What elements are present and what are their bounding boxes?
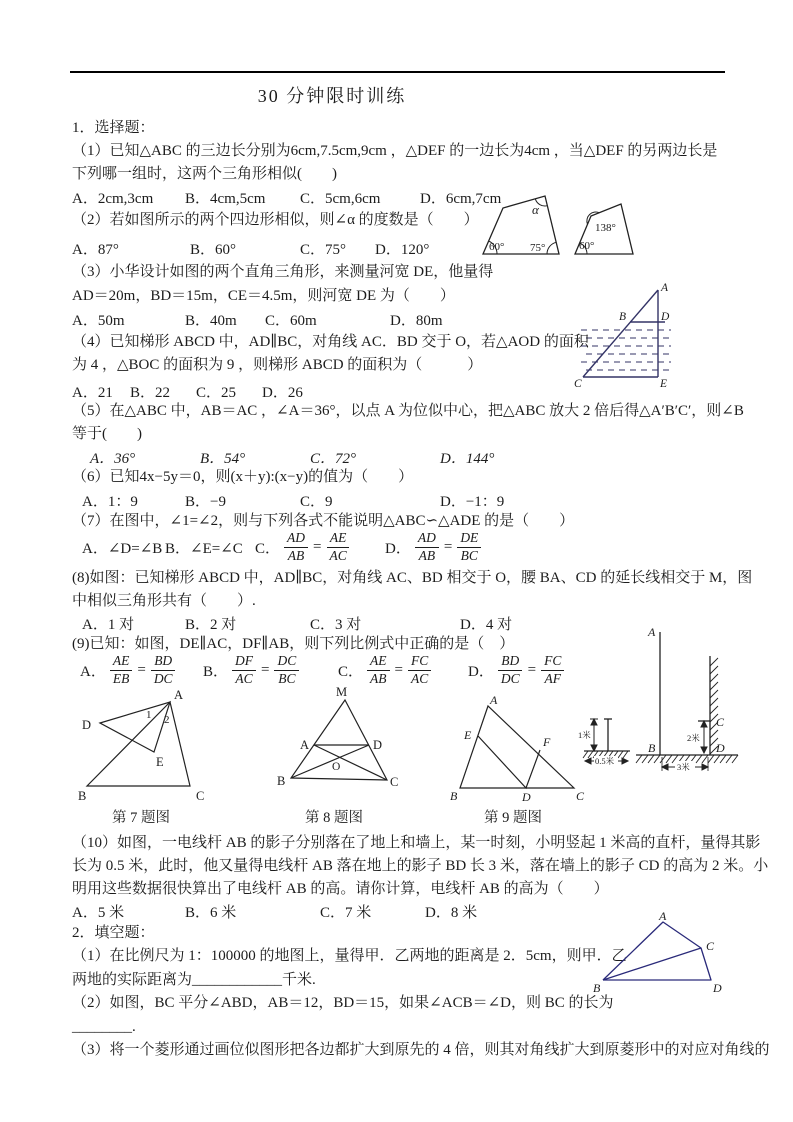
q6-line1: （6）已知4x−5y＝0，则(x＋y):(x−y)的值为（ ） [72, 469, 414, 485]
q1-line1: （1）已知△ABC 的三边长分别为6cm,7.5cm,9cm ，△DEF 的一边长为4cm ，当△DEF 的另两边长是 [72, 143, 718, 159]
fig8-O-label: O [332, 761, 341, 773]
q2-quadrilaterals-figure [475, 190, 663, 264]
q8-figure [275, 686, 403, 804]
q4-option-b: B．22 [130, 385, 171, 401]
q10-option-c: C．7 米 [320, 905, 372, 921]
fig7-geometry [87, 702, 190, 786]
q6-options [82, 490, 504, 511]
fig10-2m-label: 2米 [687, 733, 700, 743]
q5-line2: 等于( ) [72, 426, 142, 442]
section2-header: 2．填空题： [72, 925, 155, 941]
q10-line3: 明用这些数据很快算出了电线杆 AB 的高。请你计算，电线杆 AB 的高为（ ） [72, 881, 609, 897]
fig8-C-label: C [390, 775, 399, 789]
q4-option-d: D．26 [262, 385, 303, 401]
q3-options [72, 309, 443, 330]
river-D-label: D [661, 311, 670, 323]
angle-alpha-label: α [532, 202, 539, 217]
fig10-1m-label: 1米 [578, 730, 591, 740]
fill1-line2: 两地的实际距离为____________千米. [72, 972, 316, 988]
fig9-C-label: C [576, 789, 585, 803]
q8-option-a: A．1 对 [82, 617, 135, 633]
q5-option-c: C．72° [310, 451, 357, 467]
fig9-geometry [460, 706, 574, 788]
fig9-A-label: A [490, 693, 498, 707]
angle-138-label: 138° [595, 222, 616, 234]
fig10-D-label: D [716, 741, 725, 755]
q10-line2: 长为 0.5 米，此时，他又量得电线杆 AB 落在地上的影子 BD 长 3 米，落在墙上的影子 CD 的高为 2 米。小 [72, 858, 769, 874]
q2-option-c: C．75° [300, 242, 347, 258]
q10-line1: （10）如图，一电线杆 AB 的影子分别落在了地上和墙上，某一时刻，小明竖起 1 米高的直杆，量得其影 [72, 835, 761, 851]
river-geometry [583, 290, 665, 377]
fig9-E-label: E [464, 728, 472, 742]
q6-option-a: A．1：9 [82, 494, 138, 510]
fig10-A-label: A [648, 625, 656, 639]
q1-option-c: C．5cm,6cm [300, 191, 381, 207]
q7-line1: （7）在图中，∠1=∠2，则与下列各式不能说明△ABC∽△ADE 的是（ ） [72, 513, 575, 529]
fig10-B-label: B [648, 741, 656, 755]
q4-options [72, 381, 303, 402]
q4-option-c: C．25 [196, 385, 237, 401]
q3-option-c: C．60m [265, 313, 317, 329]
fig9-B-label: B [450, 789, 458, 803]
fill2-A-label: A [659, 910, 667, 923]
q8-options [82, 613, 512, 634]
q1-option-a: A．2cm,3cm [72, 191, 154, 207]
q9-option-a: A． $\frac{AE}{EB}$ = $\frac{BD}{DC}$ [80, 653, 203, 688]
q3-option-b: B．40m [185, 313, 237, 329]
q2-options [72, 238, 429, 259]
q7-options [82, 527, 481, 567]
q3-river-figure [573, 280, 743, 388]
q3-line2: AD＝20m，BD＝15m，CE＝4.5m，则河宽 DE 为（ ） [72, 288, 455, 304]
q10-options [72, 901, 477, 922]
q8-option-b: B．2 对 [185, 617, 237, 633]
q4-line2: 为 4 ，△BOC 的面积为 9 ，则梯形 ABCD 的面积为（ ） [72, 357, 483, 373]
fig9-D-label: D [522, 790, 531, 804]
fill2-B-label: B [593, 981, 601, 995]
fig9-F-label: F [543, 735, 551, 749]
top-rule [70, 71, 725, 73]
q9-option-b: B． $\frac{DF}{AC}$ = $\frac{DC}{BC}$ [203, 653, 338, 688]
fig10-05m-label: 0.5米 [595, 756, 615, 766]
fill2-D-label: D [713, 981, 722, 995]
q5-options [90, 447, 494, 468]
q9-options [80, 650, 564, 690]
fig7-C-label: C [196, 789, 205, 803]
page-title: 30 分钟限时训练 [257, 86, 407, 106]
fig10-wall-hatch [710, 658, 718, 754]
river-E-label: E [660, 378, 668, 388]
angle-60-right-label: 60° [579, 240, 595, 252]
q9-option-d: D． $\frac{BD}{DC}$ = $\frac{FC}{AF}$ [468, 653, 564, 688]
angle-75-label: 75° [530, 242, 546, 254]
q3-line1: （3）小华设计如图的两个直角三角形，来测量河宽 DE，他量得 [72, 264, 494, 280]
fig10-3m-label: 3米 [677, 762, 690, 772]
fig7-B-label: B [78, 789, 87, 803]
q4-line1: （4）已知梯形 ABCD 中，AD∥BC，对角线 AC．BD 交于 O，若△AOD 的面积 [72, 334, 589, 350]
q1-options [72, 187, 501, 208]
fill2-line1: （2）如图，BC 平分∠ABD，AB＝12，BD＝15，如果∠ACB＝∠D，则 BC 的长为 [72, 995, 614, 1011]
q3-option-d: D．80m [390, 313, 443, 329]
q10-option-b: B．6 米 [185, 905, 237, 921]
fill2-C-label: C [706, 939, 715, 953]
fig7-D-label: D [82, 718, 92, 732]
q7-option-b: B．∠E=∠C [165, 540, 243, 557]
fill1-line1: （1）在比例尺为 1：100000 的地图上，量得甲．乙两地的距离是 2．5cm，则甲．乙 [72, 948, 627, 964]
q1-line2: 下列哪一组时，这两个三角形相似( ) [72, 166, 337, 182]
q5-line1: （5）在△ABC 中，AB＝AC ，∠A＝36°，以点 A 为位似中心，把△ABC 放大 2 倍后得△A′B′C′，则∠B [72, 403, 744, 419]
fig9-caption: 第 9 题图 [484, 810, 542, 826]
q5-option-b: B．54° [200, 451, 246, 467]
fig7-caption: 第 7 题图 [112, 810, 170, 826]
fig7-angle1-label: 1 [146, 709, 152, 721]
q7-option-d: D． $\frac{AD}{AB}$ = $\frac{DE}{BC}$ [385, 530, 481, 565]
q10-option-d: D．8 米 [425, 905, 478, 921]
q4-option-a: A．21 [72, 385, 113, 401]
fig8-B-label: B [277, 774, 286, 788]
q2-line1: （2）若如图所示的两个四边形相似，则∠α 的度数是（ ） [72, 212, 479, 228]
q1-option-d: D．6cm,7cm [420, 191, 502, 207]
river-B-label: B [619, 311, 627, 323]
q8-option-c: C．3 对 [310, 617, 362, 633]
q2-option-b: B．60° [190, 242, 237, 258]
section1-header: 1．选择题： [72, 120, 155, 136]
q7-figure [62, 686, 230, 804]
q10-pole-shadow-figure [578, 620, 742, 790]
fig7-E-label: E [156, 755, 164, 769]
q9-option-c: C． $\frac{AE}{AB}$ = $\frac{FC}{AC}$ [338, 653, 468, 688]
q7-option-a: A．∠D=∠B [82, 540, 163, 557]
fig7-A-label: A [174, 688, 184, 702]
q9-figure [448, 692, 590, 806]
q5-option-d: D．144° [440, 451, 495, 467]
fig8-A-label: A [300, 738, 310, 752]
q6-option-d: D．−1：9 [440, 494, 505, 510]
fig10-C-label: C [716, 715, 725, 729]
q6-option-b: B．−9 [185, 494, 226, 510]
q7-option-c: C． $\frac{AD}{AB}$ = $\frac{AE}{AC}$ [255, 530, 385, 565]
fig7-angle2-label: 2 [164, 714, 170, 726]
q1-option-b: B．4cm,5cm [185, 191, 266, 207]
fill2-line2: ________. [72, 1019, 136, 1035]
fig8-caption: 第 8 题图 [305, 810, 363, 826]
fill2-geometry [603, 922, 711, 980]
q2-option-d: D．120° [375, 242, 430, 258]
q8-line2: 中相似三角形共有（ ）. [72, 593, 256, 609]
q3-option-a: A．50m [72, 313, 125, 329]
q2-option-a: A．87° [72, 242, 119, 258]
angle-60-left-label: 60° [489, 241, 505, 253]
q10-option-a: A．5 米 [72, 905, 125, 921]
fill2-figure [593, 910, 743, 998]
q6-option-c: C．9 [300, 494, 333, 510]
river-A-label: A [661, 282, 669, 294]
q5-option-a: A．36° [90, 451, 136, 467]
q8-option-d: D．4 对 [460, 617, 513, 633]
fill3-line1: （3）将一个菱形通过画位似图形把各边都扩大到原先的 4 倍，则其对角线扩大到原菱形中的对应对角线的 [72, 1042, 770, 1058]
fig8-D-label: D [373, 738, 383, 752]
fig8-M-label: M [336, 686, 348, 699]
q9-line1: (9)已知：如图，DE∥AC，DF∥AB，则下列比例式中正确的是（ ） [72, 636, 515, 652]
q8-line1: (8)如图：已知梯形 ABCD 中，AD∥BC，对角线 AC、BD 相交于 O，腰 BA、CD 的延长线相交于 M，图 [72, 570, 753, 586]
river-C-label: C [574, 378, 582, 388]
